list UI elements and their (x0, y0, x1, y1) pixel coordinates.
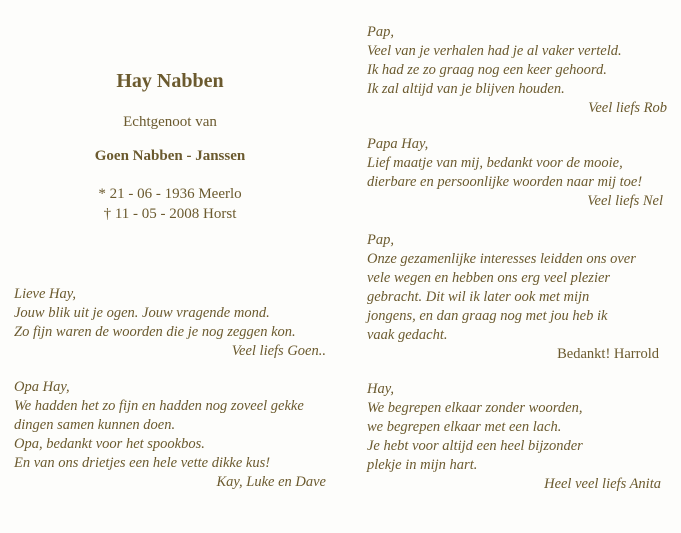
verse-rob (367, 23, 667, 118)
verse-signature: Veel liefs Goen.. (231, 343, 326, 359)
death-date: † 11 - 05 - 2008 Horst (103, 206, 237, 222)
birth-date: * 21 - 06 - 1936 Meerlo (98, 186, 242, 202)
spouse-label: Echtgenoot van (123, 114, 217, 130)
verse-signature: Heel veel liefs Anita (544, 476, 661, 492)
verse-line: Ik had ze zo graag nog een keer gehoord. (367, 62, 607, 78)
verse-line: Opa, bedankt voor het spookbos. (14, 436, 205, 452)
verse-signature: Bedankt! Harrold (557, 346, 659, 362)
deceased-name: Hay Nabben (116, 70, 224, 92)
verse-line: We begrepen elkaar zonder woorden, (367, 400, 583, 416)
verse-line: Veel van je verhalen had je al vaker verteld. (367, 43, 622, 59)
verse-line: vele wegen en hebben ons erg veel plezier (367, 270, 611, 286)
verse-goen (14, 285, 326, 361)
verse-line: We hadden het zo fijn en hadden nog zoveel gekke (14, 398, 304, 414)
verse-line: dingen samen kunnen doen. (14, 417, 176, 433)
verse-line: En van ons drietjes een hele vette dikke kus! (14, 455, 271, 471)
verse-harrold (367, 231, 659, 364)
verse-signature: Kay, Luke en Dave (216, 474, 326, 490)
verse-line: Pap, (367, 24, 394, 40)
verse-anita (367, 380, 661, 494)
verse-line: Lieve Hay, (14, 286, 77, 302)
verse-line: plekje in mijn hart. (367, 457, 478, 473)
verse-line: Jouw blik uit je ogen. Jouw vragende mond. (14, 305, 270, 321)
verse-line: Papa Hay, (367, 136, 429, 152)
verse-line: Onze gezamenlijke interesses leidden ons over (367, 251, 636, 267)
verse-nel (367, 135, 663, 211)
verse-line: Pap, (367, 232, 394, 248)
spouse-name: Goen Nabben - Janssen (94, 148, 246, 164)
verse-line: Ik zal altijd van je blijven houden. (367, 81, 565, 97)
verse-signature: Veel liefs Nel (587, 193, 663, 209)
verse-line: Je hebt voor altijd een heel bijzonder (367, 438, 583, 454)
verse-line: dierbare en persoonlijke woorden naar mij toe! (367, 174, 643, 190)
verse-signature: Veel liefs Rob (588, 100, 667, 116)
verse-line: Hay, (367, 381, 394, 397)
verse-line: Opa Hay, (14, 379, 70, 395)
verse-line: vaak gedacht. (367, 327, 448, 343)
verse-line: we begrepen elkaar met een lach. (367, 419, 562, 435)
verse-grandchildren (14, 378, 326, 492)
verse-line: Lief maatje van mij, bedankt voor de mooie, (367, 155, 623, 171)
verse-line: jongens, en dan graag nog met jou heb ik (367, 308, 608, 324)
verse-line: gebracht. Dit wil ik later ook met mijn (367, 289, 590, 305)
verse-line: Zo fijn waren de woorden die je nog zeggen kon. (14, 324, 296, 340)
